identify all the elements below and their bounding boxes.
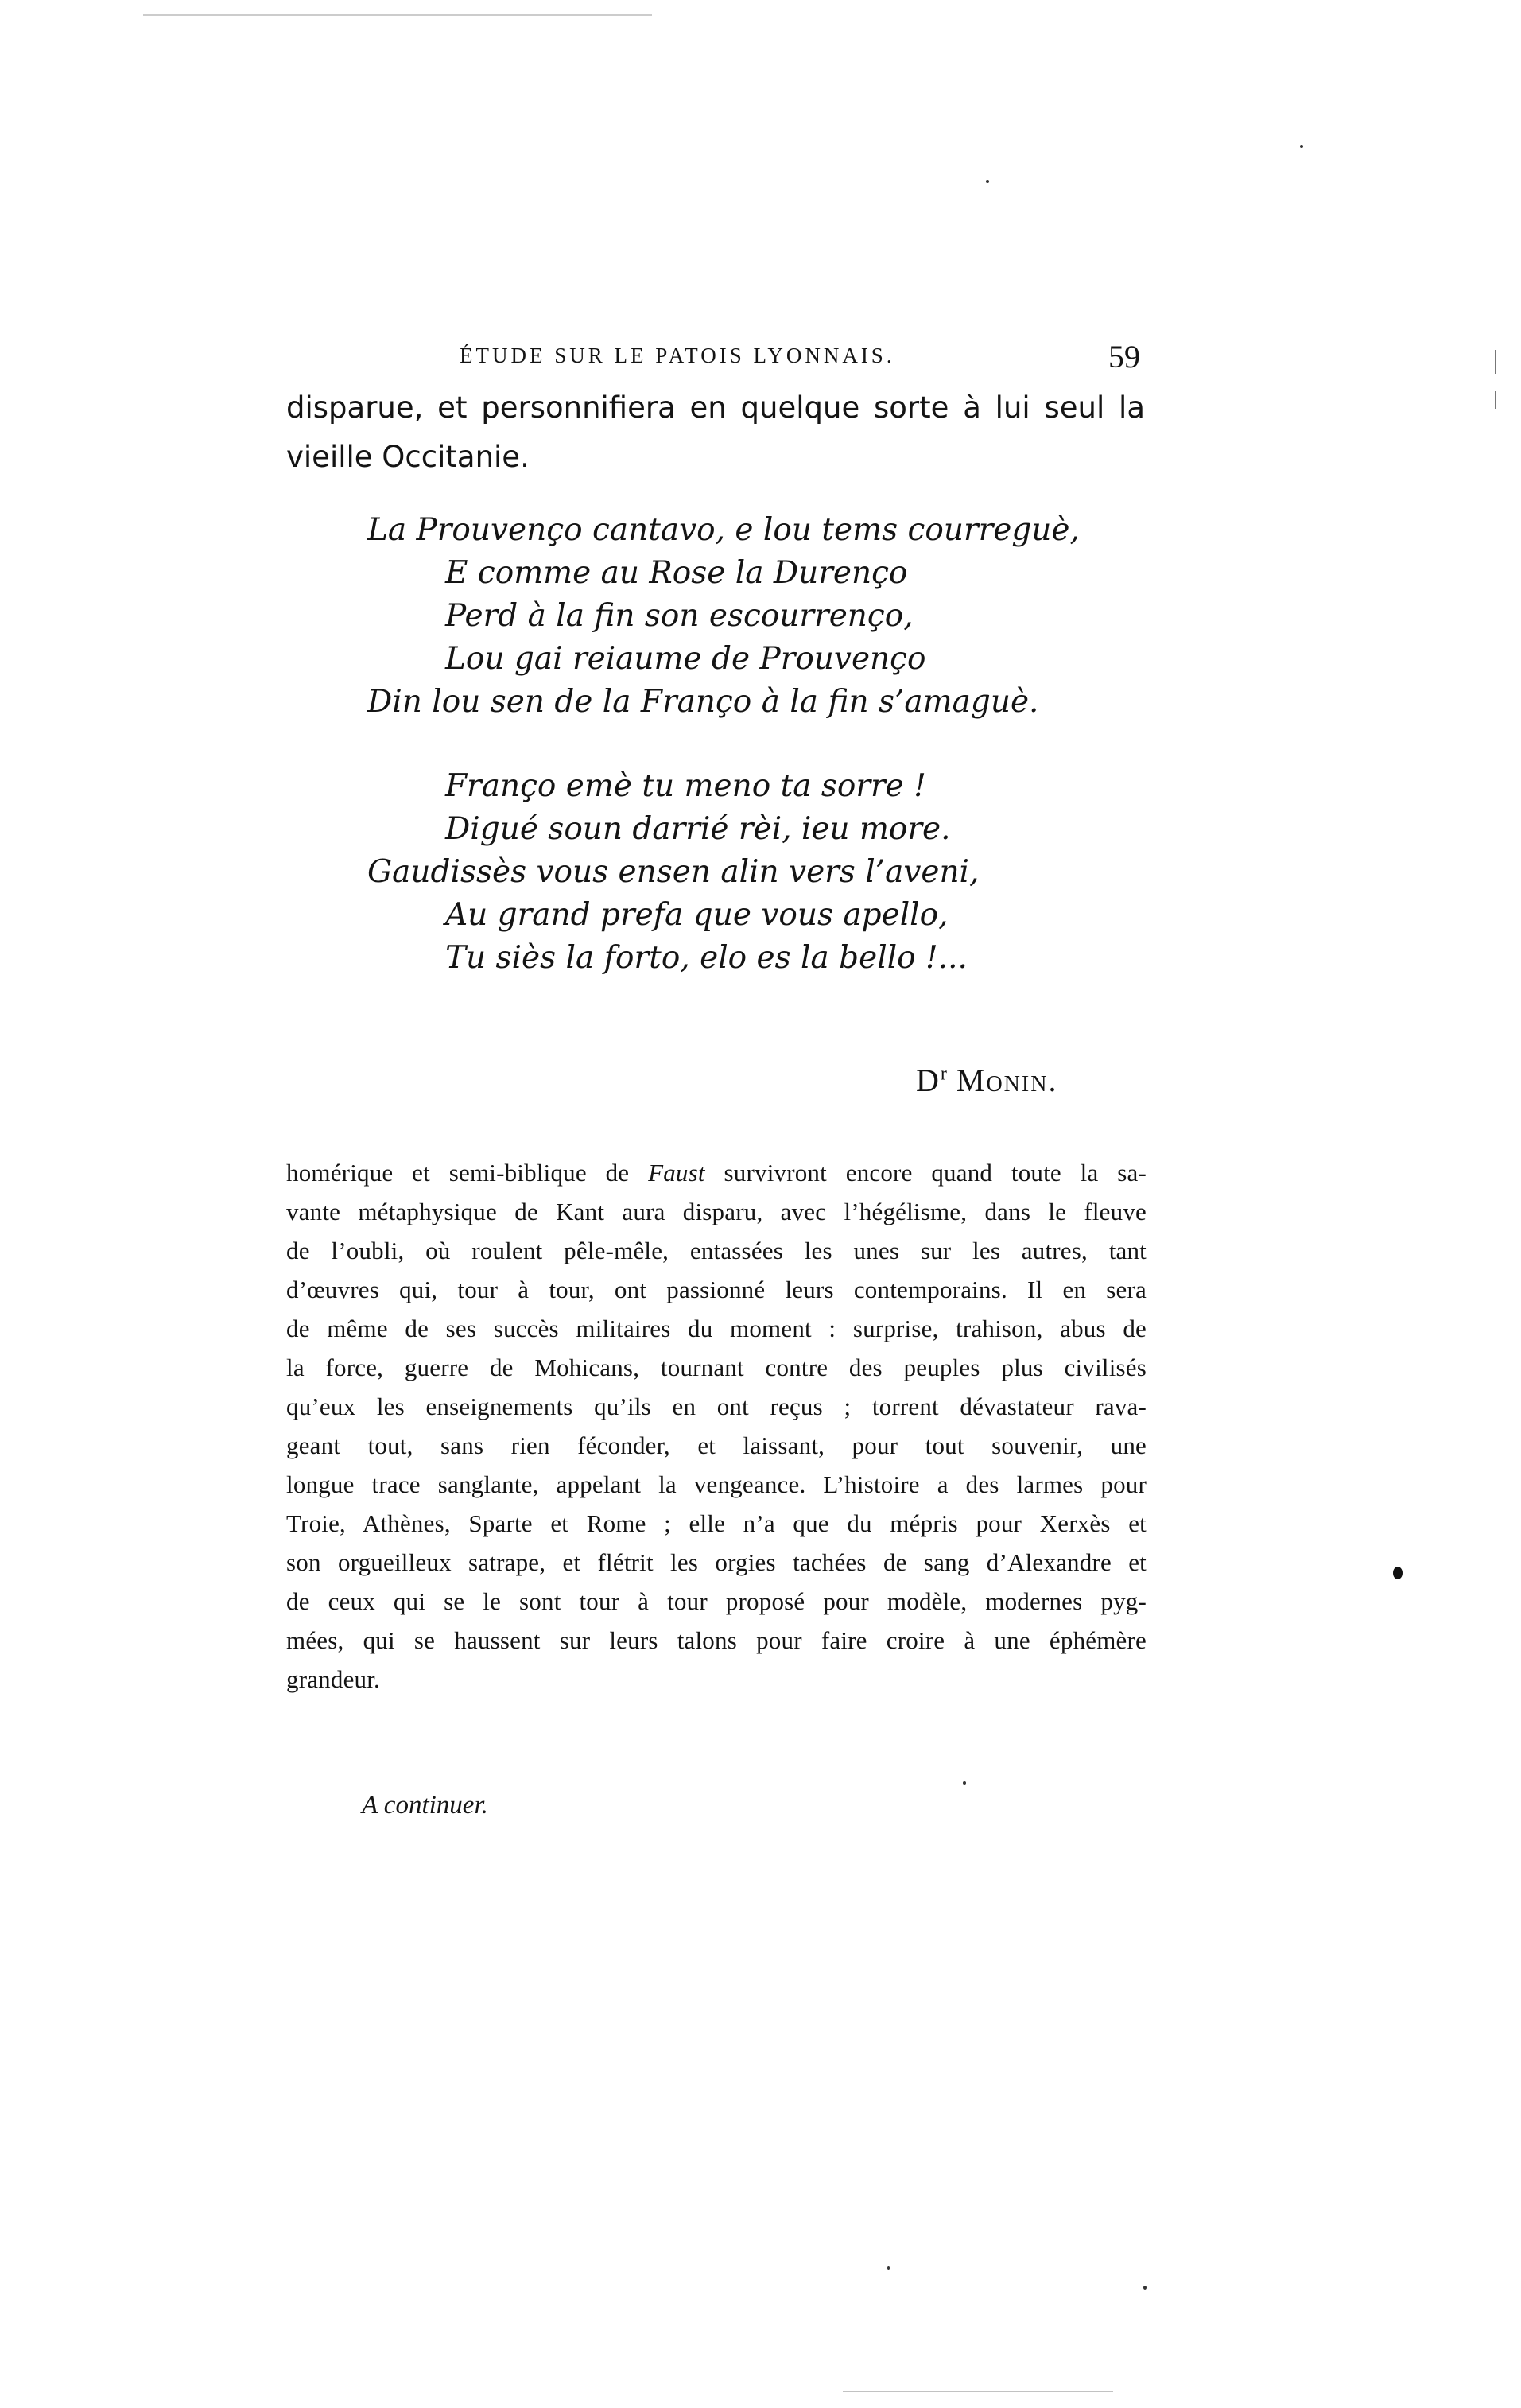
verse-line: Tu siès la forto, elo es la bello !... xyxy=(445,940,968,976)
note-line: Troie, Athènes, Sparte et Rome ; elle n’a que du mépris pour Xerxès et xyxy=(286,1509,1147,1537)
continuation-mark: A continuer. xyxy=(362,1791,488,1820)
prose-line: disparue, et personnifiera en quelque sorte à lui seul la xyxy=(286,390,1145,425)
scan-edge-mark xyxy=(1495,350,1496,374)
ink-blot xyxy=(1393,1567,1403,1579)
verse-line: Digué soun darrié rèi, ieu more. xyxy=(445,811,951,847)
signature-title-superscript: r xyxy=(940,1063,947,1085)
note-line: grandeur. xyxy=(286,1665,381,1693)
note-line: de l’oubli, où roulent pêle-mêle, entassées les unes sur les autres, tant xyxy=(286,1237,1147,1264)
verse-line: Lou gai reiaume de Prouvenço xyxy=(445,641,926,677)
scan-speck xyxy=(963,1781,966,1785)
scan-edge-mark xyxy=(1495,391,1496,409)
verse-line: Au grand prefa que vous apello, xyxy=(445,897,949,933)
signature-name: Monin. xyxy=(956,1062,1058,1098)
poem-stanza-2 xyxy=(0,765,1521,980)
note-line: qu’eux les enseignements qu’ils en ont reçus ; torrent dévastateur rava- xyxy=(286,1392,1147,1420)
note-line: vante métaphysique de Kant aura disparu, avec l’hégélisme, dans le fleuve xyxy=(286,1198,1147,1225)
scan-speck xyxy=(1143,2286,1147,2290)
scan-speck xyxy=(986,180,989,183)
note-text: homérique et semi-biblique de xyxy=(286,1159,649,1187)
note-text: survivront encore quand toute la sa- xyxy=(704,1159,1147,1187)
note-line: mées, qui se haussent sur leurs talons pour faire croire à une éphémère xyxy=(286,1626,1147,1654)
verse-line: Gaudissès vous ensen alin vers l’aveni, xyxy=(367,854,980,890)
note-line: d’œuvres qui, tour à tour, ont passionné leurs contemporains. Il en sera xyxy=(286,1276,1147,1303)
page-number: 59 xyxy=(1108,339,1140,375)
signature-title: D xyxy=(916,1062,941,1098)
verse-line: Franço emè tu meno ta sorre ! xyxy=(445,768,926,804)
scan-speck xyxy=(1300,145,1303,148)
verse-line: Din lou sen de la Franço à la fin s’amaguè. xyxy=(367,684,1039,720)
running-title: ÉTUDE SUR LE PATOIS LYONNAIS. xyxy=(460,344,895,367)
scan-edge-mark xyxy=(143,14,652,16)
verse-line: La Prouvenço cantavo, e lou tems courreguè, xyxy=(367,512,1080,548)
note-line: de même de ses succès militaires du moment : surprise, trahison, abus de xyxy=(286,1315,1147,1342)
author-signature xyxy=(916,1062,1057,1099)
prose-paragraph xyxy=(286,383,1145,482)
note-line: geant tout, sans rien féconder, et laissant, pour tout souvenir, une xyxy=(286,1431,1147,1459)
note-line: longue trace sanglante, appelant la vengeance. L’histoire a des larmes pour xyxy=(286,1470,1147,1498)
scan-edge-mark xyxy=(843,2391,1113,2392)
note-line: de ceux qui se le sont tour à tour proposé pour modèle, modernes pyg- xyxy=(286,1587,1147,1615)
verse-line: E comme au Rose la Durenço xyxy=(445,555,908,591)
note-line xyxy=(286,1153,1147,1192)
note-line: son orgueilleux satrape, et flétrit les orgies tachées de sang d’Alexandre et xyxy=(286,1548,1147,1576)
prose-line: vieille Occitanie. xyxy=(286,440,530,474)
verse-line: Perd à la fin son escourrenço, xyxy=(445,598,914,634)
poem-stanza-1 xyxy=(0,509,1521,724)
scan-speck xyxy=(887,2266,890,2270)
continued-text xyxy=(286,1153,1147,1699)
note-line: la force, guerre de Mohicans, tournant contre des peuples plus civilisés xyxy=(286,1354,1147,1381)
note-emphasis: Faust xyxy=(648,1159,705,1187)
